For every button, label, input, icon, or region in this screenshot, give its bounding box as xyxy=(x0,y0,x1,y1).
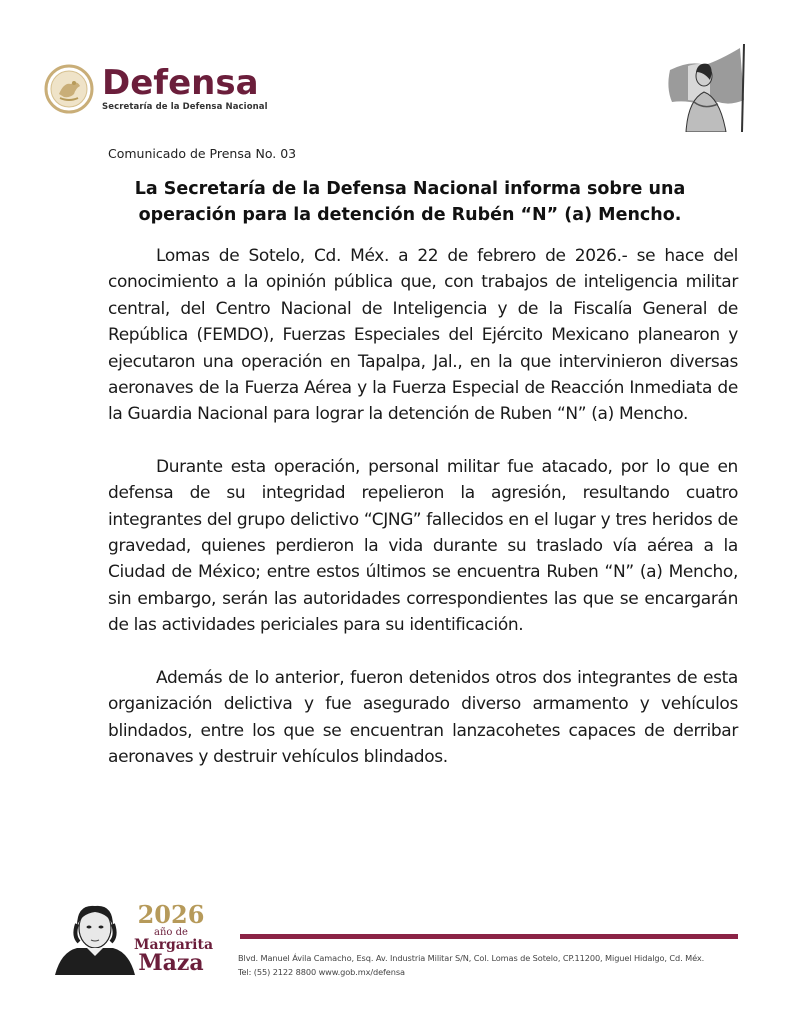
year-name-last: Maza xyxy=(138,950,204,976)
contact-line: Tel: (55) 2122 8800 www.gob.mx/defensa xyxy=(238,967,405,977)
release-number: Comunicado de Prensa No. 03 xyxy=(108,146,297,161)
year-subtitle: año de xyxy=(154,927,188,938)
national-coat-of-arms-icon xyxy=(44,64,94,114)
year-name-first: Margarita xyxy=(134,937,214,953)
title-line-1: La Secretaría de la Defensa Nacional informa sobre una xyxy=(134,179,686,199)
footer-divider-bar xyxy=(240,934,738,939)
year-number: 2026 xyxy=(137,900,205,929)
footer-address xyxy=(238,951,704,979)
paragraph-3: Además de lo anterior, fueron detenidos otros dos integrantes de esta organización delictiva y fue asegurado diverso armamento y vehículos blindados, entre los que se encuentran lanzacohetes capaces de derribar aeronaves y destruir vehículos blindados. xyxy=(108,667,738,767)
brand-name: Defensa xyxy=(102,63,259,103)
paragraph-2: Durante esta operación, personal militar fue atacado, por lo que en defensa de su integridad repelieron la agresión, resultando cuatro integrantes del grupo delictivo “CJNG” fallecidos en el lugar y tres heridos de gravedad, quienes perdieron la vida durante su traslado vía aérea a la Ciudad de México; entre estos últimos se encuentra Ruben “N” (a) Mencho, sin embargo, serán las autoridades correspondientes las que se encargarán de las actividades periciales para su identificación. xyxy=(108,456,738,636)
press-release-title xyxy=(100,176,720,228)
margarita-maza-portrait xyxy=(55,900,135,975)
paragraph-1: Lomas de Sotelo, Cd. Méx. a 22 de febrero de 2026.- se hace del conocimiento a la opinión pública que, con trabajos de inteligencia militar central, del Centro Nacional de Inteligencia y de la Fiscalía General de República (FEMDO), Fuerzas Especiales del Ejército Mexicano planearon y ejecutaron una operación en Tapalpa, Jal., en la que intervinieron diversas aeronaves de la Fuerza Aérea y la Fuerza Especial de Reacción Inmediata de la Guardia Nacional para lograr la detención de Ruben “N” (a) Mencho. xyxy=(108,246,738,425)
defensa-logo xyxy=(44,64,268,114)
title-line-2: operación para la detención de Rubén “N” (a) Mencho. xyxy=(138,205,682,225)
year-of-margarita-maza-logo xyxy=(134,900,214,976)
address-line: Blvd. Manuel Ávila Camacho, Esq. Av. Industria Militar S/N, Col. Lomas de Sotelo, CP.11200, Miguel Hidalgo, Cd. Méx. xyxy=(238,953,705,963)
woman-with-flag-illustration xyxy=(660,40,748,132)
press-release-body xyxy=(108,243,738,796)
brand-subtitle: Secretaría de la Defensa Nacional xyxy=(102,102,268,112)
